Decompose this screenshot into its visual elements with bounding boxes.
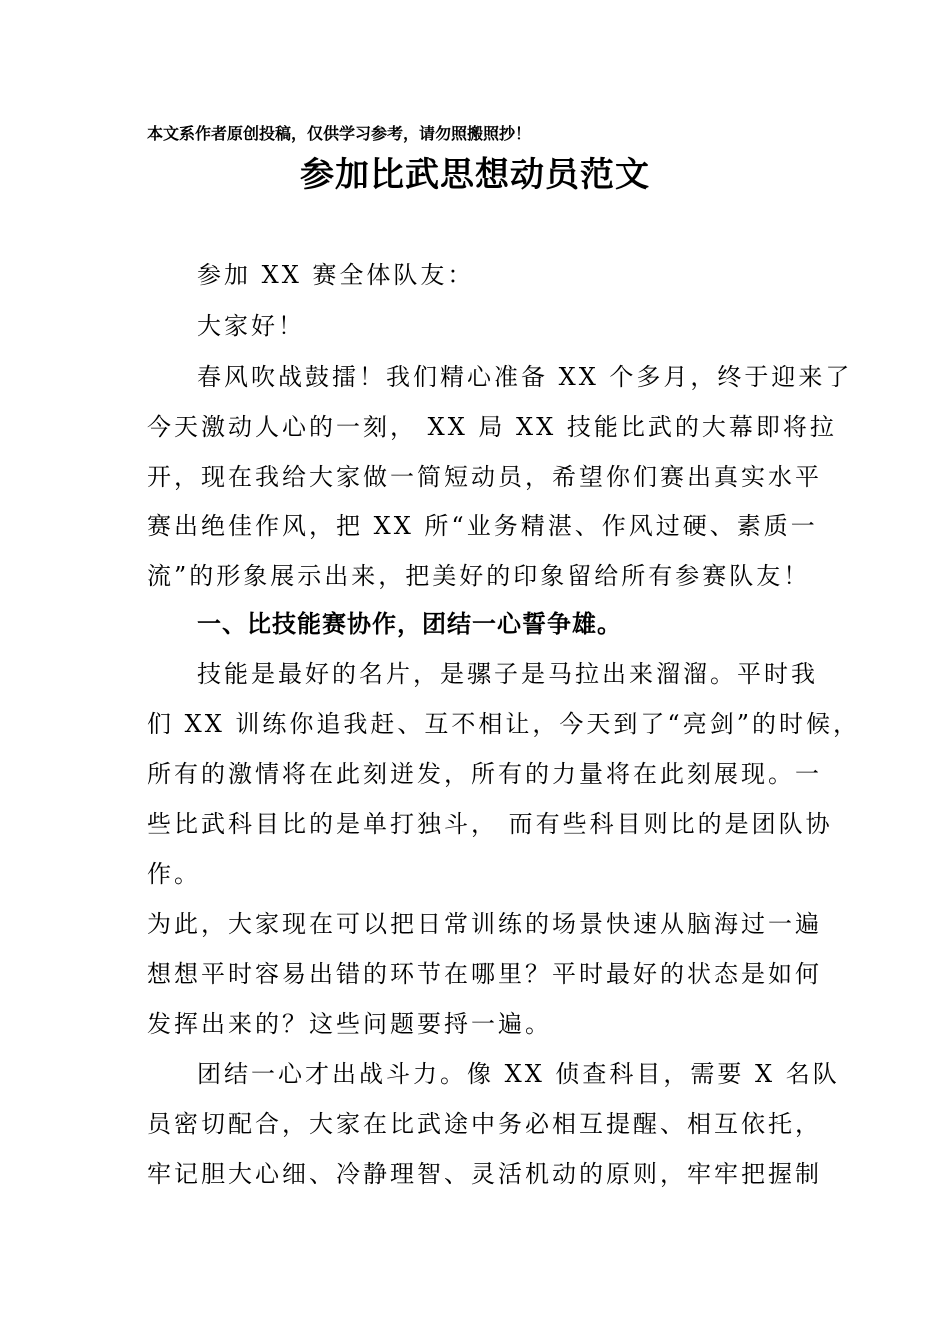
document-title: 参加比武思想动员范文 (300, 155, 650, 195)
paragraph-line: 牢记胆大心细、冷静理智、灵活机动的原则，牢牢把握制 (147, 1160, 822, 1188)
paragraph-line: 们 XX 训练你追我赶、互不相让，今天到了“亮剑”的时候， (147, 710, 860, 738)
paragraph-line: 春风吹战鼓擂！我们精心准备 XX 个多月，终于迎来了 (197, 363, 853, 391)
paragraph-line: 为此，大家现在可以把日常训练的场景快速从脑海过一遍 (147, 910, 822, 938)
paragraph-line: 员密切配合，大家在比武途中务必相互提醒、相互依托， (147, 1110, 822, 1138)
paragraph-line: 所有的激情将在此刻迸发，所有的力量将在此刻展现。一 (147, 760, 822, 788)
paragraph-line: 赛出绝佳作风，把 XX 所“业务精湛、作风过硬、素质一 (147, 512, 818, 540)
paragraph-line: 流”的形象展示出来，把美好的印象留给所有参赛队友！ (147, 562, 811, 590)
copyright-notice: 本文系作者原创投稿，仅供学习参考，请勿照搬照抄！ (147, 124, 532, 143)
paragraph-line: 想想平时容易出错的环节在哪里？平时最好的状态是如何 (147, 960, 822, 988)
greeting-line: 大家好！ (197, 312, 305, 340)
paragraph-line: 发挥出来的？这些问题要捋一遍。 (147, 1010, 552, 1038)
paragraph-line: 作。 (147, 860, 201, 888)
salutation-line: 参加 XX 赛全体队友： (197, 261, 475, 289)
paragraph-line: 些比武科目比的是单打独斗， 而有些科目则比的是团队协 (147, 810, 833, 838)
paragraph-line: 开，现在我给大家做一简短动员，希望你们赛出真实水平 (147, 463, 822, 491)
paragraph-line: 团结一心才出战斗力。像 XX 侦查科目，需要 X 名队 (197, 1060, 840, 1088)
paragraph-line: 今天激动人心的一刻， XX 局 XX 技能比武的大幕即将拉 (147, 413, 837, 441)
paragraph-line: 技能是最好的名片，是骡子是马拉出来溜溜。平时我 (197, 660, 818, 688)
section-heading: 一、比技能赛协作，团结一心誓争雄。 (197, 610, 622, 638)
